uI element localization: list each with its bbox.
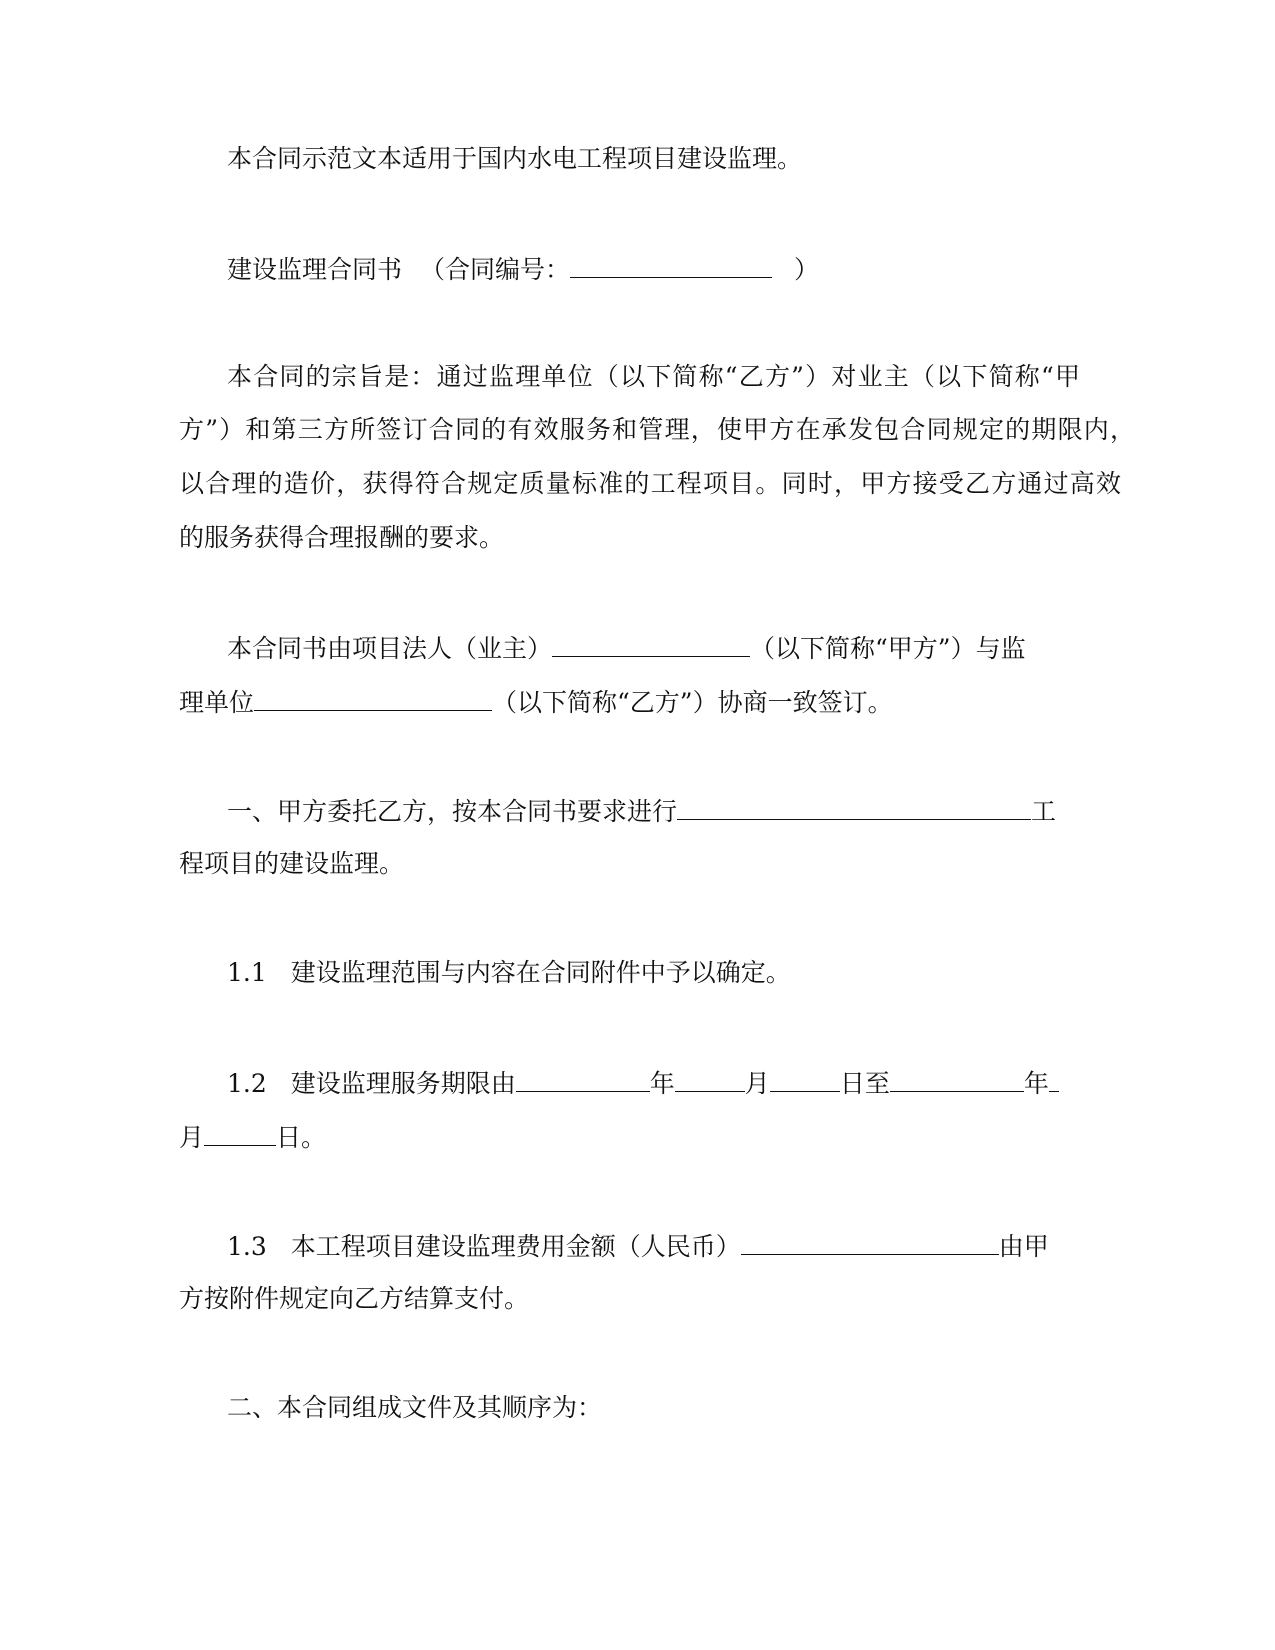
project-blank — [677, 795, 1031, 820]
section1-line-2 — [179, 849, 404, 879]
contract-title: 建设监理合同书 — [227, 255, 403, 284]
fee-amount-blank — [741, 1230, 999, 1255]
intro-line — [227, 144, 802, 174]
year2-label: 年 — [1023, 1069, 1049, 1098]
start-month-blank — [675, 1067, 745, 1092]
title-line — [227, 253, 819, 283]
purpose-line-4 — [179, 523, 504, 553]
end-day-blank — [204, 1121, 276, 1146]
item-1-1-text: 建设监理范围与内容在合同附件中予以确定。 — [290, 958, 791, 987]
month2-label: 月 — [179, 1123, 205, 1152]
parties-text-2a: 理单位 — [179, 688, 255, 717]
contract-no-blank — [570, 253, 772, 278]
section1-text-1b: 工 — [1031, 797, 1057, 826]
month-label: 月 — [744, 1069, 770, 1098]
section1-text-2: 程项目的建设监理。 — [179, 849, 405, 878]
start-day-blank — [770, 1067, 840, 1092]
end-year-blank — [890, 1067, 1024, 1092]
parties-text-1a: 本合同书由项目法人（业主） — [227, 634, 553, 663]
purpose-line-1 — [227, 362, 1081, 392]
year-label: 年 — [649, 1069, 675, 1098]
item-1-2-number: 1.2 — [227, 1069, 267, 1098]
parties-line-2 — [179, 686, 893, 716]
section2-text: 二、本合同组成文件及其顺序为： — [227, 1393, 603, 1422]
section2-heading — [227, 1393, 602, 1423]
item-1-3-line-1 — [227, 1230, 1049, 1260]
item-1-2-line-2 — [179, 1121, 326, 1151]
intro-text: 本合同示范文本适用于国内水电工程项目建设监理。 — [227, 144, 803, 173]
parties-line-1 — [227, 632, 1026, 662]
item-1-2-line-1 — [227, 1067, 1059, 1097]
parties-text-2b: （以下简称“乙方”）协商一致签订。 — [492, 688, 893, 717]
purpose-text-4: 的服务获得合理报酬的要求。 — [179, 523, 505, 552]
owner-blank — [552, 632, 750, 657]
purpose-text-2: 方”）和第三方所签订合同的有效服务和管理，使甲方在承发包合同规定的期限内， — [179, 415, 1137, 444]
purpose-text-1: 本合同的宗旨是：通过监理单位（以下简称“乙方”）对业主（以下简称“甲 — [227, 362, 1082, 391]
purpose-text-3: 以合理的造价，获得符合规定质量标准的工程项目。同时，甲方接受乙方通过高效 — [179, 469, 1123, 498]
item-1-3-line-2 — [179, 1284, 529, 1314]
contract-no-close: ） — [794, 255, 820, 284]
start-year-blank — [516, 1067, 650, 1092]
item-1-3-text: 本工程项目建设监理费用金额（人民币） — [290, 1232, 741, 1261]
section1-text-1a: 一、甲方委托乙方，按本合同书要求进行 — [227, 797, 678, 826]
contract-no-label: （合同编号： — [420, 255, 571, 284]
supervisor-blank — [254, 686, 492, 711]
end-month-blank-start — [1049, 1067, 1059, 1092]
item-1-1 — [227, 958, 791, 988]
day-to-label: 日至 — [839, 1069, 890, 1098]
item-1-1-number: 1.1 — [227, 958, 267, 987]
parties-text-1b: （以下简称“甲方”）与监 — [750, 634, 1026, 663]
purpose-line-3 — [179, 469, 1122, 499]
item-1-2-text: 建设监理服务期限由 — [290, 1069, 516, 1098]
item-1-3-text-2: 方按附件规定向乙方结算支付。 — [179, 1284, 530, 1313]
day-end-label: 日。 — [276, 1123, 327, 1152]
item-1-3-text-b: 由甲 — [998, 1232, 1049, 1261]
section1-line-1 — [227, 795, 1056, 825]
item-1-3-number: 1.3 — [227, 1232, 267, 1261]
purpose-line-2 — [179, 415, 1136, 445]
